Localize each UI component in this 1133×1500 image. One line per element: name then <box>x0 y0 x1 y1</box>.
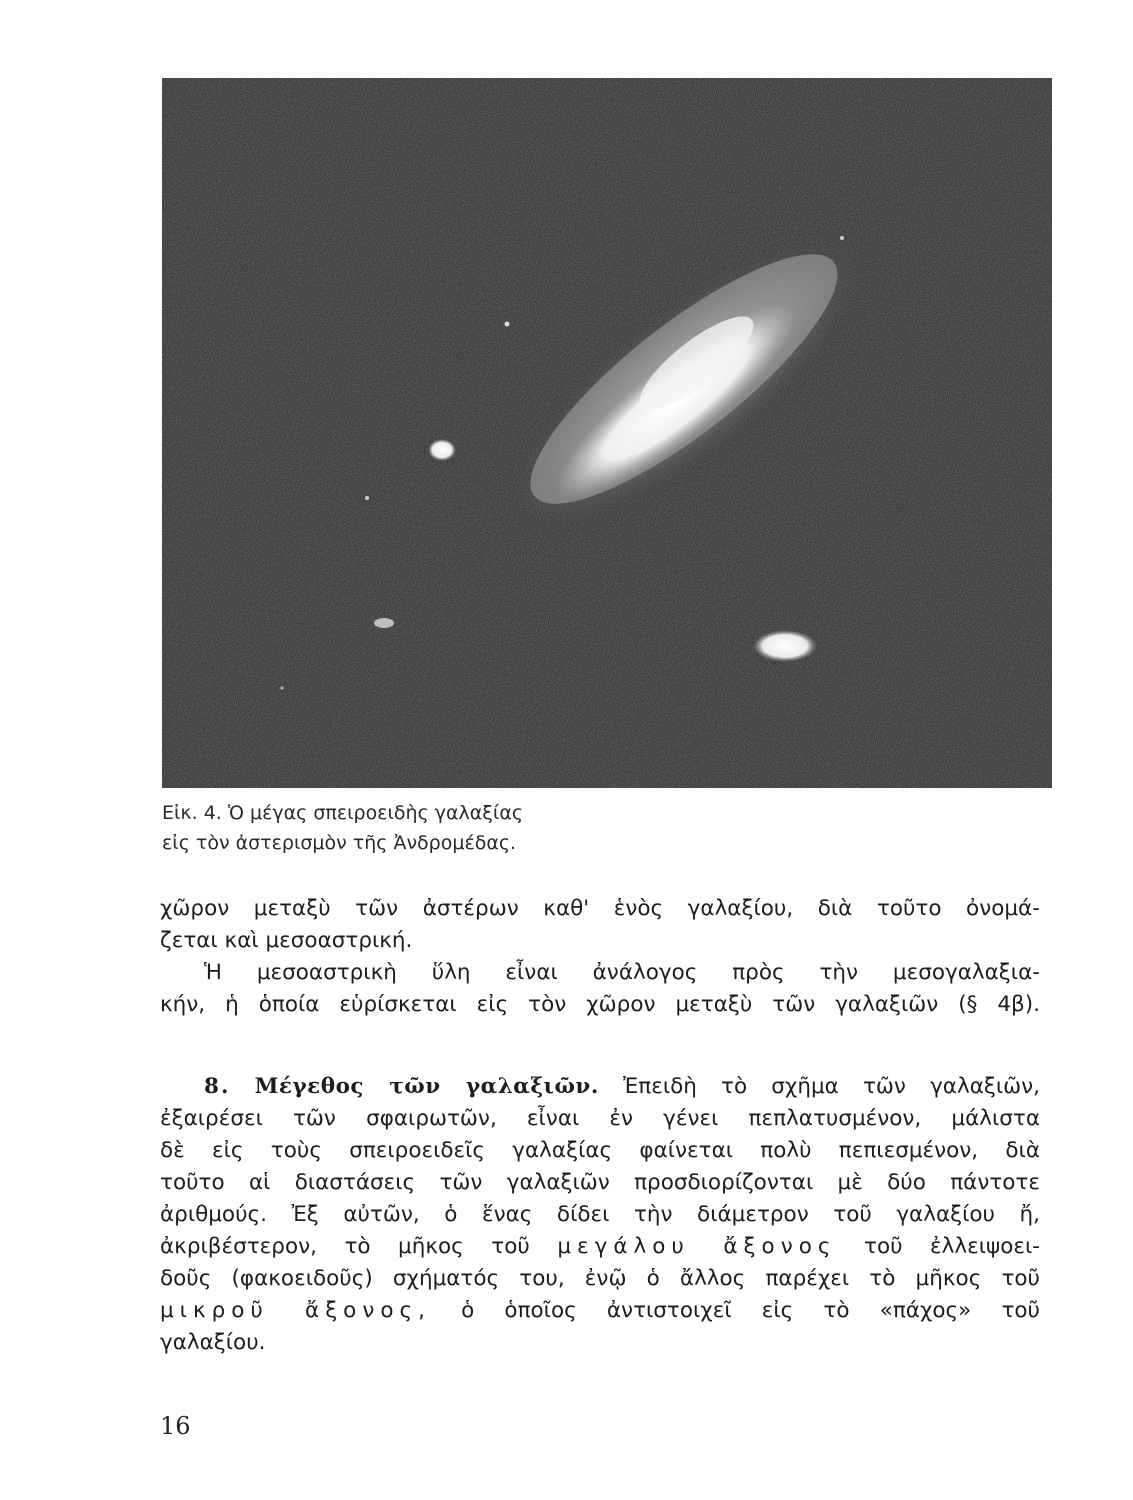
paragraph-line: δοῦς (φακοειδοῦς) σχήματός του, ἐνῷ ὁ ἄλλος παρέχει τὸ μῆκος τοῦ <box>160 1266 1040 1291</box>
paragraph-interstellar-matter <box>160 957 1040 1021</box>
paragraph-line: ἀριθμούς. Ἐξ αὐτῶν, ὁ ἕνας δίδει τὴν διάμετρον τοῦ γαλαξίου ἤ, <box>160 1202 1040 1227</box>
paragraph-line: χῶρον μεταξὺ τῶν ἀστέρων καθ' ἑνὸς γαλαξίου, διὰ τοῦτο ὀνομά- <box>160 896 1040 921</box>
figure-caption <box>162 798 862 858</box>
caption-line-1: Εἰκ. 4. Ὁ μέγας σπειροειδὴς γαλαξίας <box>162 802 524 824</box>
caption-line-2: εἰς τὸν ἀστερισμὸν τῆς Ἀνδρομέδας. <box>162 832 517 854</box>
andromeda-galaxy-image <box>162 78 1052 788</box>
page-number: 16 <box>160 1412 191 1440</box>
paragraph-line: γαλαξίου. <box>160 1330 266 1355</box>
paragraph-line: Ἡ μεσοαστρικὴ ὕλη εἶναι ἀνάλογος πρὸς τὴν μεσογαλαξια- <box>204 960 1040 985</box>
paragraph-text: ὁ ὁποῖος ἀντιστοιχεῖ εἰς τὸ «πάχος» τοῦ <box>461 1298 1040 1323</box>
section-heading-line <box>160 1071 1040 1103</box>
paragraph-line: ἐξαιρέσει τῶν σφαιρωτῶν, εἶναι ἐν γένει πεπλατυσμένον, μάλιστα <box>160 1106 1040 1131</box>
emphasized-term-minor-axis: μικροῦ ἄξονος, <box>160 1298 431 1323</box>
emphasized-term-major-axis: μεγάλου ἄξονος <box>557 1234 837 1259</box>
paragraph-line-major-axis <box>160 1231 1040 1263</box>
section-number: 8. <box>204 1074 231 1099</box>
section-title: Μέγεθος τῶν γαλαξιῶν. <box>254 1074 599 1099</box>
section-8-galaxy-size <box>160 1071 1040 1359</box>
paragraph-continuation <box>160 893 1040 957</box>
galaxy-photograph <box>162 78 1052 788</box>
paragraph-line: τοῦτο αἱ διαστάσεις τῶν γαλαξιῶν προσδιορίζονται μὲ δύο πάντοτε <box>160 1170 1040 1195</box>
paragraph-line-minor-axis <box>160 1295 1040 1327</box>
paragraph-text: τοῦ ἐλλειψοει- <box>864 1234 1040 1259</box>
paragraph-line: δὲ εἰς τοὺς σπειροειδεῖς γαλαξίας φαίνεται πολὺ πεπιεσμένον, διὰ <box>160 1138 1040 1163</box>
paragraph-text: Ἐπειδὴ τὸ σχῆμα τῶν γαλαξιῶν, <box>623 1074 1040 1099</box>
paragraph-line: κήν, ἡ ὁποία εὑρίσκεται εἰς τὸν χῶρον μεταξὺ τῶν γαλαξιῶν (§ 4β). <box>160 992 1040 1017</box>
paragraph-line: ζεται καὶ μεσοαστρική. <box>160 928 413 953</box>
paragraph-text: ἀκριβέστερον, τὸ μῆκος τοῦ <box>160 1234 530 1259</box>
